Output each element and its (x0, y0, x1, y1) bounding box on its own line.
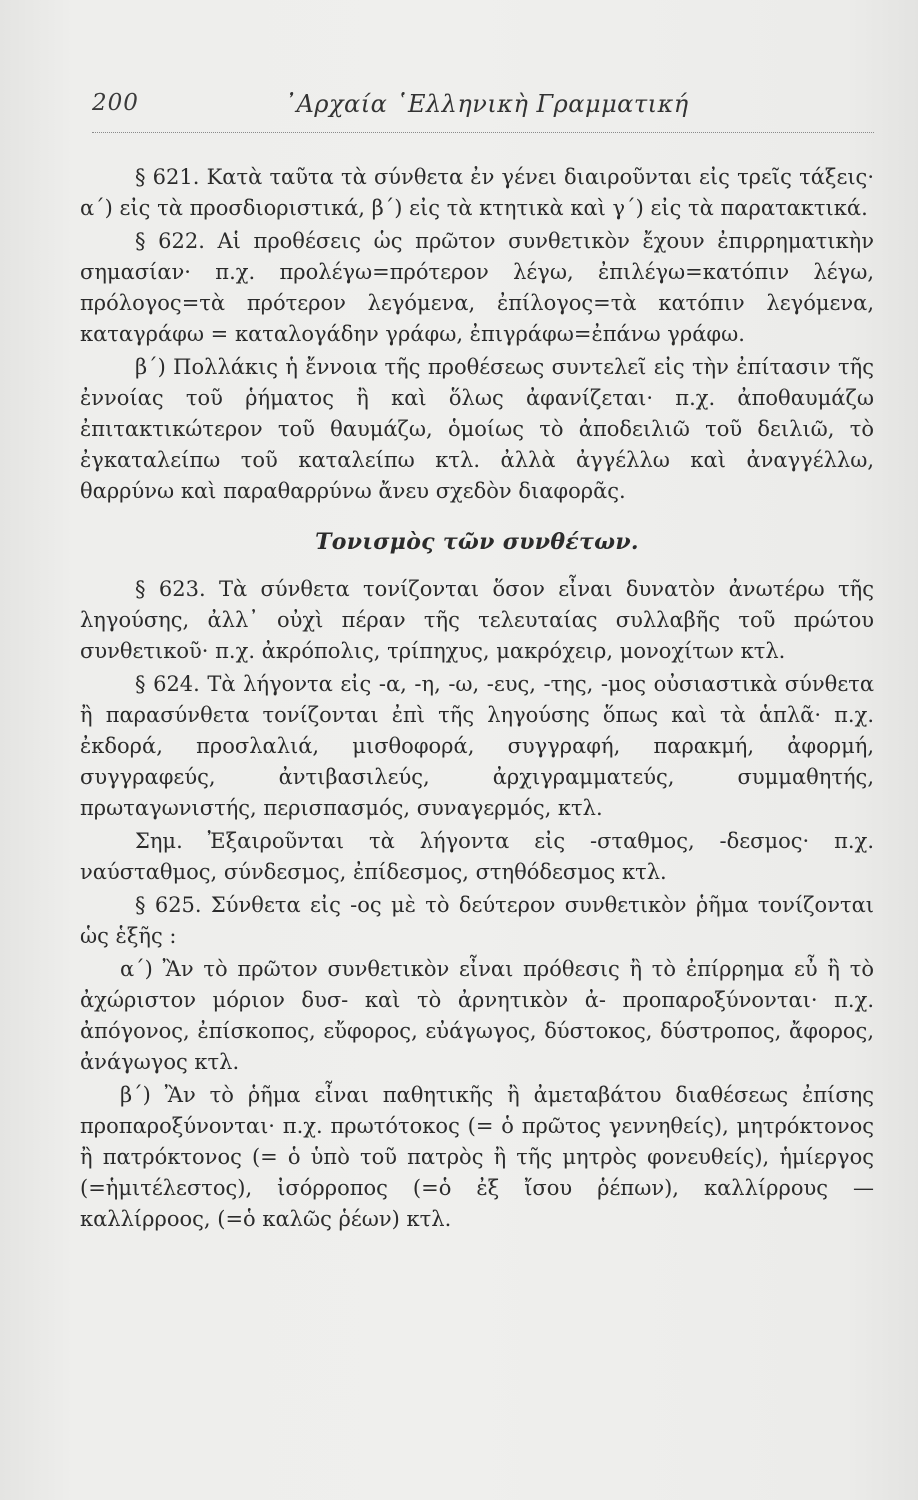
paragraph-625-b: β΄) Ἂν τὸ ῥῆμα εἶναι παθητικῆς ἢ ἀμεταβάτου διαθέσεως ἐπίσης προπαροξύνονται· π.χ. πρωτότοκος (= ὁ πρῶτος γεννηθείς), μητρόκτονος ἢ πατρόκτονος (= ὁ ὑπὸ τοῦ πατρὸς ἢ τῆς μητρὸς φονευθείς), ἡμίεργος (=ἡμιτέλεστος), ἰσόρροπος (=ὁ ἐξ ἴσου ῥέπων), καλλίρρους — καλλίρροος, (=ὁ καλῶς ῥέων) κτλ. (80, 1083, 874, 1231)
paragraph-624: § 624. Τὰ λήγοντα εἰς -α, -η, -ω, -ευς, -της, -μος οὐσιαστικὰ σύνθετα ἢ παρασύνθετα τονίζονται ἐπὶ τῆς ληγούσης ὅπως καὶ τὰ ἁπλᾶ· π.χ. ἐκδορά, προσλαλιά, μισθοφορά, συγγραφή, παρακμή, ἀφορμή, συγγραφεύς, ἀντιβασιλεύς, ἀρχιγραμματεύς, συμμαθητής, πρωταγωνιστής, περισπασμός, συναγερμός, κτλ. (80, 672, 874, 820)
page-number: 200 (92, 90, 139, 116)
paragraph-625-a: α΄) Ἂν τὸ πρῶτον συνθετικὸν εἶναι πρόθεσις ἢ τὸ ἐπίρρημα εὖ ἢ τὸ ἀχώριστον μόριον δυσ- καὶ τὸ ἀρνητικὸν ἀ- προπαροξύνονται· π.χ. ἀπόγονος, ἐπίσκοπος, εὔφορος, εὐάγωγος, δύστοκος, δύστροπος, ἄφορος, ἀνάγωγος κτλ. (80, 957, 874, 1074)
running-title: ᾿Αρχαία ῾Ελληνικὴ Γραμματική (284, 90, 689, 118)
section-heading-accent: Τονισμὸς τῶν συνθέτων. (315, 529, 639, 555)
paragraph-624-note: Σημ. Ἐξαιροῦνται τὰ λήγοντα εἰς -σταθμος, -δεσμος· π.χ. ναύσταθμος, σύνδεσμος, ἐπίδεσμος, στηθόδεσμος κτλ. (80, 829, 874, 884)
page-header (92, 86, 872, 126)
paragraph-623: § 623. Τὰ σύνθετα τονίζονται ὅσον εἶναι δυνατὸν ἀνωτέρω τῆς ληγούσης, ἀλλ᾿ οὐχὶ πέραν τῆς τελευταίας συλλαβῆς τοῦ πρώτου συνθετικοῦ· π.χ. ἀκρόπολις, τρίπηχυς, μακρόχειρ, μονοχίτων κτλ. (80, 577, 874, 663)
header-divider (92, 132, 874, 133)
paragraph-622: § 622. Αἱ προθέσεις ὡς πρῶτον συνθετικὸν ἔχουν ἐπιρρηματικὴν σημασίαν· π.χ. προλέγω=πρότερον λέγω, ἐπιλέγω=κατόπιν λέγω, πρόλογος=τὰ πρότερον λεγόμενα, ἐπίλογος=τὰ κατόπιν λεγόμενα, καταγράφω = καταλογάδην γράφω, ἐπιγράφω=ἐπάνω γράφω. (80, 229, 874, 346)
paragraph-621: § 621. Κατὰ ταῦτα τὰ σύνθετα ἐν γένει διαιροῦνται εἰς τρεῖς τάξεις· α΄) εἰς τὰ προσδιοριστικά, β΄) εἰς τὰ κτητικὰ καὶ γ΄) εἰς τὰ παρατακτικά. (80, 165, 874, 220)
body-text (80, 162, 874, 1237)
paragraph-622-b: β΄) Πολλάκις ἡ ἔννοια τῆς προθέσεως συντελεῖ εἰς τὴν ἐπίτασιν τῆς ἐννοίας τοῦ ῥήματος ἢ καὶ ὅλως ἀφανίζεται· π.χ. ἀποθαυμάζω ἐπιτακτικώτερον τοῦ θαυμάζω, ὁμοίως τὸ ἀποδειλιῶ τοῦ δειλιῶ, τὸ ἐγκαταλείπω τοῦ καταλείπω κτλ. ἀλλὰ ἀγγέλλω καὶ ἀναγγέλλω, θαρρύνω καὶ παραθαρρύνω ἄνευ σχεδὸν διαφορᾶς. (80, 355, 874, 503)
paragraph-625: § 625. Σύνθετα εἰς -ος μὲ τὸ δεύτερον συνθετικὸν ῥῆμα τονίζονται ὡς ἑξῆς : (80, 893, 874, 948)
